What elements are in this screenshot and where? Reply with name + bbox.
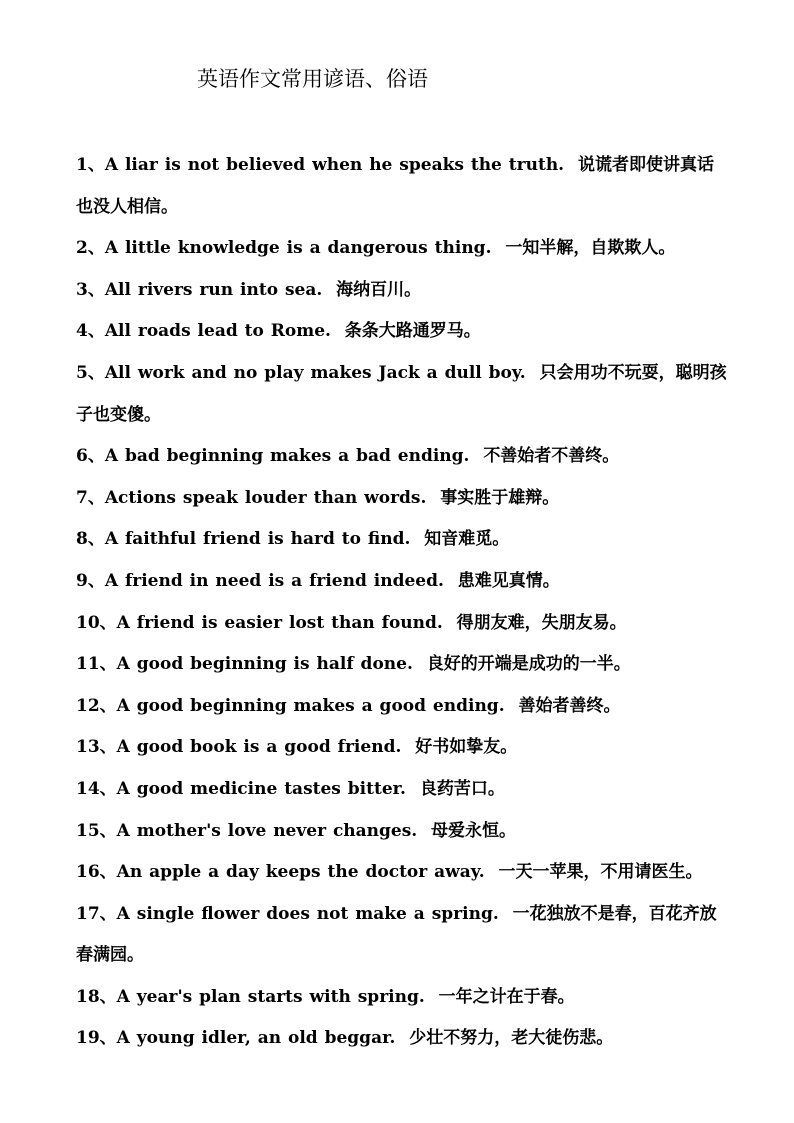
list-item: [76, 228, 728, 270]
item-number: 15、: [76, 820, 117, 841]
list-item: [76, 478, 728, 520]
proverb-english: A mother's love never changes.: [116, 820, 418, 841]
list-item: [76, 561, 728, 603]
proverb-english: A good book is a good friend.: [116, 737, 402, 758]
proverb-english: A single flower does not make a spring.: [116, 903, 499, 924]
list-item: [76, 727, 728, 769]
item-number: 4、: [76, 321, 105, 342]
proverb-chinese: 说谎者即使讲真话也没人相信。: [76, 155, 714, 217]
proverb-english: A young idler, an old beggar.: [116, 1028, 396, 1049]
proverb-english: A liar is not believed when he speaks the truth.: [104, 155, 565, 175]
proverb-chinese: 一花独放不是春，百花齐放春满园。: [76, 903, 717, 966]
list-item: [76, 977, 728, 1019]
item-number: 2、: [76, 238, 105, 259]
item-number: 12、: [76, 695, 117, 716]
item-number: 3、: [76, 279, 105, 300]
list-item: [76, 270, 728, 312]
proverb-chinese: 患难见真情。: [457, 570, 560, 591]
item-number: 1、: [76, 155, 105, 175]
proverb-english: A faithful friend is hard to find.: [104, 529, 411, 550]
proverb-english: A friend is easier lost than found.: [116, 612, 443, 633]
list-item: [76, 145, 728, 228]
proverb-chinese: 善始者善终。: [518, 695, 621, 716]
proverb-english: A year's plan starts with spring.: [116, 986, 425, 1007]
proverb-chinese: 得朋友难，失朋友易。: [456, 612, 627, 633]
item-number: 7、: [76, 487, 105, 508]
proverb-english: A bad beginning makes a bad ending.: [104, 446, 470, 467]
proverb-chinese: 不善始者不善终。: [483, 446, 620, 467]
proverb-english: All rivers run into sea.: [104, 279, 323, 300]
proverb-chinese: 母爱永恒。: [431, 820, 517, 841]
proverb-chinese: 一知半解，自欺欺人。: [505, 238, 676, 259]
proverb-list: [76, 145, 728, 1060]
proverb-english: Actions speak louder than words.: [104, 487, 427, 508]
proverb-chinese: 少壮不努力，老大徒伤悲。: [409, 1028, 614, 1049]
proverb-chinese: 事实胜于雄辩。: [440, 487, 560, 508]
item-number: 17、: [76, 903, 117, 924]
list-item: [76, 311, 728, 353]
proverb-english: A good beginning makes a good ending.: [116, 695, 505, 716]
proverb-chinese: 一天一苹果，不用请医生。: [498, 862, 703, 883]
list-item: [76, 353, 728, 436]
proverb-english: All roads lead to Rome.: [104, 321, 331, 342]
proverb-english: All work and no play makes Jack a dull boy.: [104, 362, 526, 383]
list-item: [76, 644, 728, 686]
proverb-chinese: 只会用功不玩耍，聪明孩子也变傻。: [76, 362, 727, 425]
item-number: 9、: [76, 570, 105, 591]
list-item: [76, 686, 728, 728]
proverb-english: A friend in need is a friend indeed.: [104, 570, 444, 591]
list-item: [76, 769, 728, 811]
item-number: 8、: [76, 529, 105, 550]
list-item: [76, 519, 728, 561]
item-number: 13、: [76, 737, 117, 758]
item-number: 19、: [76, 1028, 117, 1049]
list-item: [76, 436, 728, 478]
proverb-chinese: 海纳百川。: [336, 279, 422, 300]
item-number: 11、: [76, 654, 117, 675]
proverb-english: A little knowledge is a dangerous thing.: [104, 238, 492, 259]
proverb-english: An apple a day keeps the doctor away.: [116, 862, 485, 883]
proverb-chinese: 良药苦口。: [419, 778, 505, 799]
item-number: 14、: [76, 778, 117, 799]
proverb-chinese: 良好的开端是成功的一半。: [426, 654, 631, 675]
proverb-english: A good beginning is half done.: [116, 654, 413, 675]
list-item: [76, 894, 728, 977]
list-item: [76, 852, 728, 894]
item-number: 10、: [76, 612, 117, 633]
list-item: [76, 603, 728, 645]
item-number: 18、: [76, 986, 117, 1007]
list-item: [76, 1018, 728, 1060]
page-title: 英语作文常用谚语、俗语: [197, 67, 428, 91]
item-number: 16、: [76, 862, 117, 883]
proverb-chinese: 条条大路通罗马。: [344, 321, 481, 342]
item-number: 5、: [76, 362, 105, 383]
list-item: [76, 811, 728, 853]
proverb-chinese: 一年之计在于春。: [438, 986, 575, 1007]
proverb-chinese: 知音难觅。: [424, 529, 510, 550]
item-number: 6、: [76, 446, 105, 467]
proverb-chinese: 好书如挚友。: [415, 737, 518, 758]
proverb-english: A good medicine tastes bitter.: [116, 778, 406, 799]
